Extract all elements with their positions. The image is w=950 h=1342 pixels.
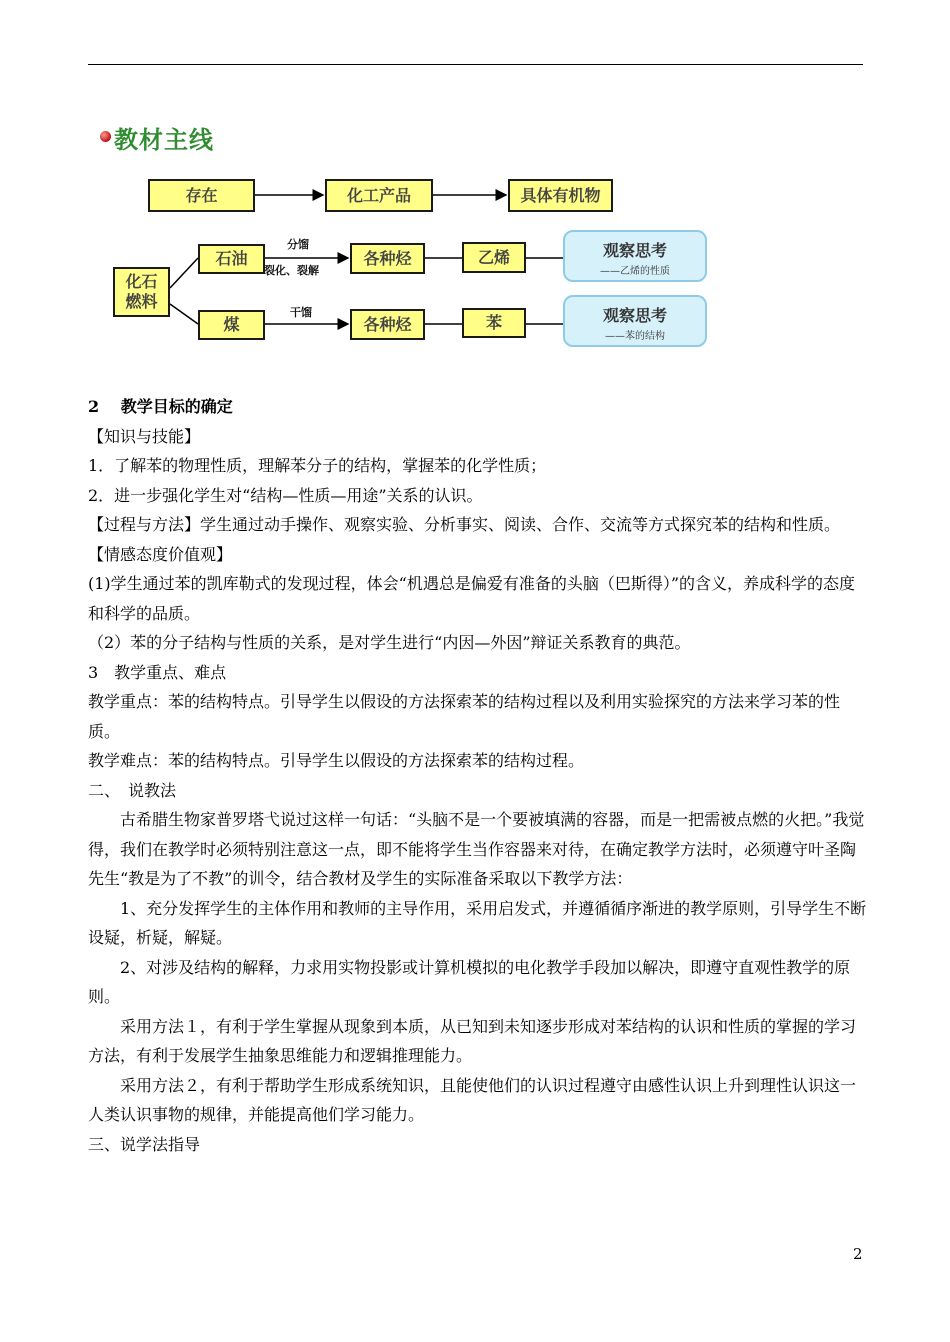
node-specific-organics: 具体有机物 xyxy=(508,179,613,212)
heading-key-difficult-points: 3 教学重点、难点 xyxy=(88,662,227,682)
card-observe-ethylene xyxy=(563,230,707,282)
label-fractional-distillation: 分馏 xyxy=(287,238,309,251)
node-coal: 煤 xyxy=(198,310,265,340)
node-existence: 存在 xyxy=(148,179,255,212)
node-hydrocarbons-1: 各种烃 xyxy=(350,243,425,274)
page-number: 2 xyxy=(853,1245,863,1263)
paragraph: (1)学生通过苯的凯库勒式的发现过程，体会“机遇总是偏爱有准备的头脑（巴斯得）”的含义，养成科学的态度和科学的品质。 xyxy=(88,574,856,623)
paragraph: 1、充分发挥学生的主体作用和教师的主导作用，采用启发式，并遵循循序渐进的教学原则，引导学生不断设疑，析疑，解疑。 xyxy=(88,898,867,947)
paragraph: 教学难点：苯的结构特点。引导学生以假设的方法探索苯的结构过程。 xyxy=(88,751,585,770)
subheading-knowledge-skills: 【知识与技能】 xyxy=(88,426,201,446)
paragraph: 【过程与方法】学生通过动手操作、观察实验、分析事实、阅读、合作、交流等方式探究苯的结构和性质。 xyxy=(88,515,841,534)
diagram-title: 教材主线 xyxy=(114,126,214,154)
node-benzene: 苯 xyxy=(462,308,526,338)
node-ethylene: 乙烯 xyxy=(462,242,526,273)
card-observe-benzene xyxy=(563,295,707,347)
paragraph: 1．了解苯的物理性质，理解苯分子的结构，掌握苯的化学性质； xyxy=(88,456,547,475)
body-text xyxy=(88,392,868,1159)
textbook-mainline-diagram xyxy=(100,112,720,362)
node-petroleum: 石油 xyxy=(198,244,265,274)
heading-teaching-objectives: 2 教学目标的确定 xyxy=(88,397,233,416)
card-title: 观察思考 xyxy=(602,306,667,325)
card-subtitle: ——苯的结构 xyxy=(605,331,665,342)
paragraph: 古希腊生物家普罗塔弋说过这样一句话：“头脑不是一个要被填满的容器，而是一把需被点燃的火把。”我觉得，我们在教学时必须特别注意这一点，即不能将学生当作容器来对待，在确定教学方法时，必须遵守叶圣陶先生“教是为了不教”的训令，结合教材及学生的实际准备采取以下教学方法： xyxy=(88,810,865,888)
node-chemical-products: 化工产品 xyxy=(325,179,433,212)
paragraph: 2．进一步强化学生对“结构—性质—用途”关系的认识。 xyxy=(88,485,483,505)
node-fossil-fuel: 化石燃料 xyxy=(113,267,170,317)
header-rule xyxy=(88,64,863,65)
label-dry-distillation: 干馏 xyxy=(290,306,312,319)
paragraph: 采用方法２，有利于帮助学生形成系统知识，且能使他们的认识过程遵守由感性认识上升到理性认识这一人类认识事物的规律，并能提高他们学习能力。 xyxy=(88,1075,857,1124)
label-cracking: 裂化、裂解 xyxy=(264,264,319,277)
paragraph: （2）苯的分子结构与性质的关系，是对学生进行“内因—外因”辩证关系教育的典范。 xyxy=(88,633,691,652)
subheading-emotion-values: 【情感态度价值观】 xyxy=(88,544,233,564)
node-hydrocarbons-2: 各种烃 xyxy=(350,309,425,340)
paragraph: 教学重点：苯的结构特点。引导学生以假设的方法探索苯的结构过程以及利用实验探究的方法来学习苯的性质。 xyxy=(88,692,841,741)
card-title: 观察思考 xyxy=(602,241,667,260)
heading-teaching-methods: 二、 说教法 xyxy=(88,780,177,800)
card-subtitle: ——乙烯的性质 xyxy=(600,266,670,277)
heading-learning-guidance: 三、说学法指导 xyxy=(88,1134,201,1154)
paragraph: 采用方法１，有利于学生掌握从现象到本质，从已知到未知逐步形成对苯结构的认识和性质的掌握的学习方法，有利于发展学生抽象思维能力和逻辑推理能力。 xyxy=(88,1016,857,1065)
paragraph: 2、对涉及结构的解释，力求用实物投影或计算机模拟的电化教学手段加以解决，即遵守直观性教学的原则。 xyxy=(88,957,851,1006)
